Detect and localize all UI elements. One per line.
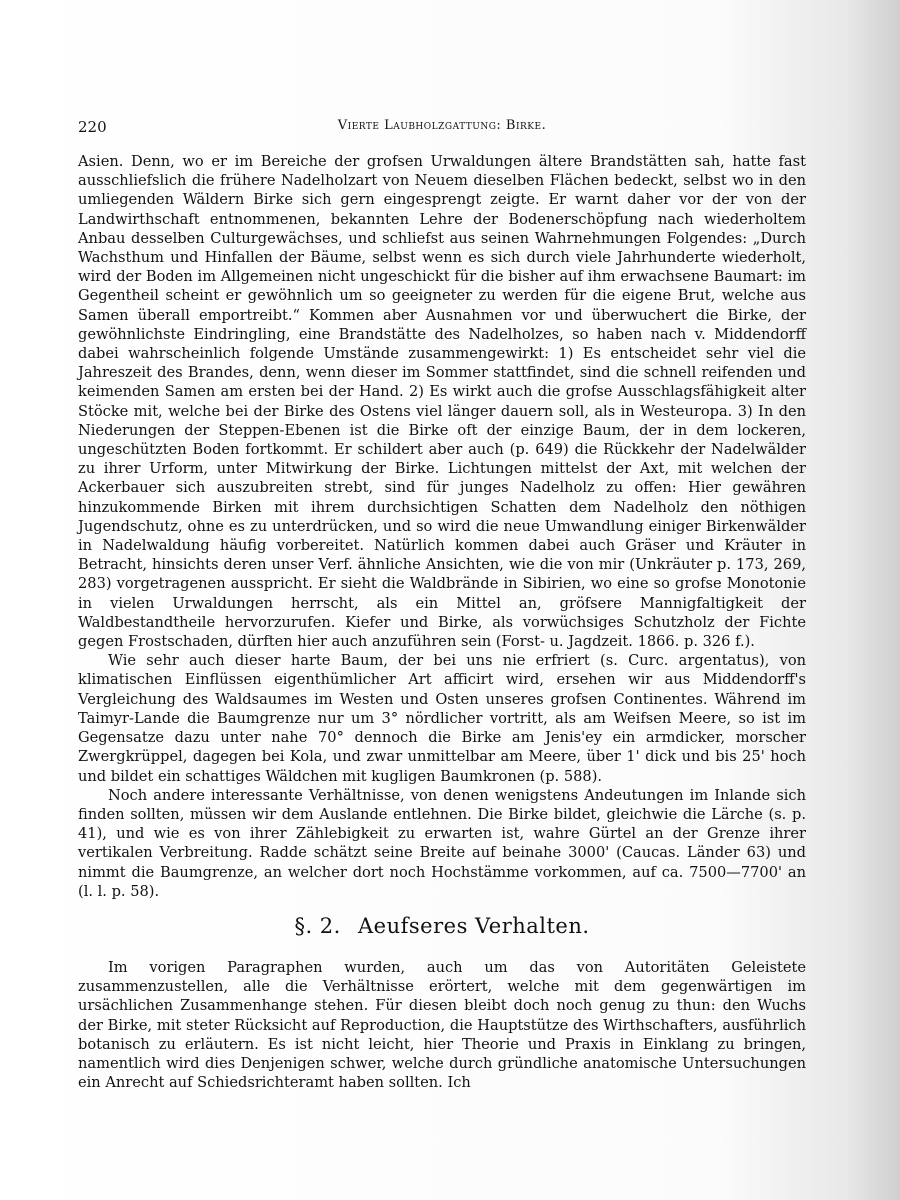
paragraph: Wie sehr auch dieser harte Baum, der bei uns nie erfriert (s. Curc. argentatus), von klimatischen Einflüssen eigenthümlicher Art afficirt wird, ersehen wir aus Middendorff's Vergleichung des Waldsaumes im Westen und Osten unseres grofsen Continentes. Während im Taimyr-Lande die Baumgrenze nur um 3° nördlicher vortritt, als am Weifsen Meere, so ist im Gegensatze dazu unter nahe 70° dennoch die Birke am Jenis'ey ein armdicker, morscher Zwergkrüppel, dagegen bei Kola, und zwar unmittelbar am Meere, über 1' dick und bis 25' hoch und bildet ein schattiges Wäldchen mit kugligen Baumkronen (p. 588). xyxy=(78,652,806,785)
section-number: §. 2. xyxy=(294,914,341,938)
paragraph: Noch andere interessante Verhältnisse, von denen wenigstens Andeutungen im Inlande sich finden sollten, müssen wir dem Auslande entlehnen. Die Birke bildet, gleichwie die Lärche (s. p. 41), und wie es von ihrer Zählebigkeit zu erwarten ist, wahre Gürtel an der Grenze ihrer vertikalen Verbreitung. Radde schätzt seine Breite auf beinahe 3000' (Caucas. Länder 63) und nimmt die Baumgrenze, an welcher dort noch Hochstämme vorkommen, auf ca. 7500—7700' an (l. l. p. 58). xyxy=(78,786,806,900)
section-title: Aeufseres Verhalten. xyxy=(358,914,590,938)
page-number: 220 xyxy=(78,118,107,136)
body-text-lower xyxy=(78,958,806,1092)
body-text-upper xyxy=(78,152,806,901)
section-heading xyxy=(78,914,806,938)
running-title: Vierte Laubholzgattung: Birke. xyxy=(337,118,547,133)
paragraph: Im vorigen Paragraphen wurden, auch um das von Autoritäten Geleistete zusammenzustellen, alle die Verhältnisse erörtert, welche mit dem gegenwärtigen im ursächlichen Zusammenhange stehen. Für diesen bleibt doch noch genug zu thun: den Wuchs der Birke, mit steter Rücksicht auf Reproduction, die Hauptstütze des Wirthschafters, ausführlich botanisch zu erläutern. Es ist nicht leicht, hier Theorie und Praxis in Einklang zu bringen, namentlich wird dies Denjenigen schwer, welche durch gründliche anatomische Untersuchungen ein Anrecht auf Schiedsrichteramt haben sollten. Ich xyxy=(78,959,806,1092)
running-head xyxy=(78,118,806,138)
paragraph: Asien. Denn, wo er im Bereiche der grofsen Urwaldungen ältere Brandstätten sah, hatte fast ausschliefslich die frühere Nadelholzart von Neuem dieselben Flächen bedeckt, selbst wo in den umliegenden Wäldern Birke sich gern eingesprengt zeigte. Er warnt daher vor der von der Landwirthschaft entnommenen, bekannten Lehre der Bodenerschöpfung nach wiederholtem Anbau desselben Culturgewächses, und schliefst aus seinen Wahrnehmungen Folgendes: „Durch Wachsthum und Hinfallen der Bäume, selbst wenn es sich durch viele Jahrhunderte wiederholt, wird der Boden im Allgemeinen nicht ungeschickt für die bisher auf ihm erwachsene Baumart: im Gegentheil scheint er gewöhnlich um so geeigneter zu werden für die eigene Brut, welche aus Samen überall emportreibt.“ Kommen aber Ausnahmen vor und überwuchert die Birke, der gewöhnlichste Eindringling, eine Brandstätte des Nadelholzes, so haben nach v. Middendorff dabei wahrscheinlich folgende Umstände zusammengewirkt: 1) Es entscheidet sehr viel die Jahreszeit des Brandes, denn, wenn dieser im Sommer stattfindet, sind die schnell reifenden und keimenden Samen am ersten bei der Hand. 2) Es wirkt auch die grofse Ausschlagsfähigkeit alter Stöcke mit, welche bei der Birke des Ostens viel länger dauern soll, als in Westeuropa. 3) In den Niederungen der Steppen-Ebenen ist die Birke oft der einzige Baum, der in dem lockeren, ungeschützten Boden fortkommt. Er schildert aber auch (p. 649) die Rückkehr der Nadelwälder zu ihrer Urform, unter Mitwirkung der Birke. Lichtungen mittelst der Axt, mit welchen der Ackerbauer sich auszubreiten strebt, sind für junges Nadelholz zu offen: Hier gewähren hinzukommende Birken mit ihrem durchsichtigen Schatten dem Nadelholz den nöthigen Jugendschutz, ohne es zu unterdrücken, und so wird die neue Umwandlung einiger Birkenwälder in Nadelwaldung häufig vorbereitet. Natürlich kommen dabei auch Gräser und Kräuter in Betracht, hinsichts deren unser Verf. ähnliche Ansichten, wie die von mir (Unkräuter p. 173, 269, 283) vorgetragenen ausspricht. Er sieht die Waldbrände in Sibirien, wo eine so grofse Monotonie in vielen Urwaldungen herrscht, als ein Mittel an, gröfsere Mannigfaltigkeit der Waldbestandtheile hervorzurufen. Kiefer und Birke, als vorwüchsiges Schutzholz der Fichte gegen Frostschaden, dürften hier auch anzuführen sein (Forst- u. Jagdzeit. 1866. p. 326 f.). xyxy=(78,153,806,651)
